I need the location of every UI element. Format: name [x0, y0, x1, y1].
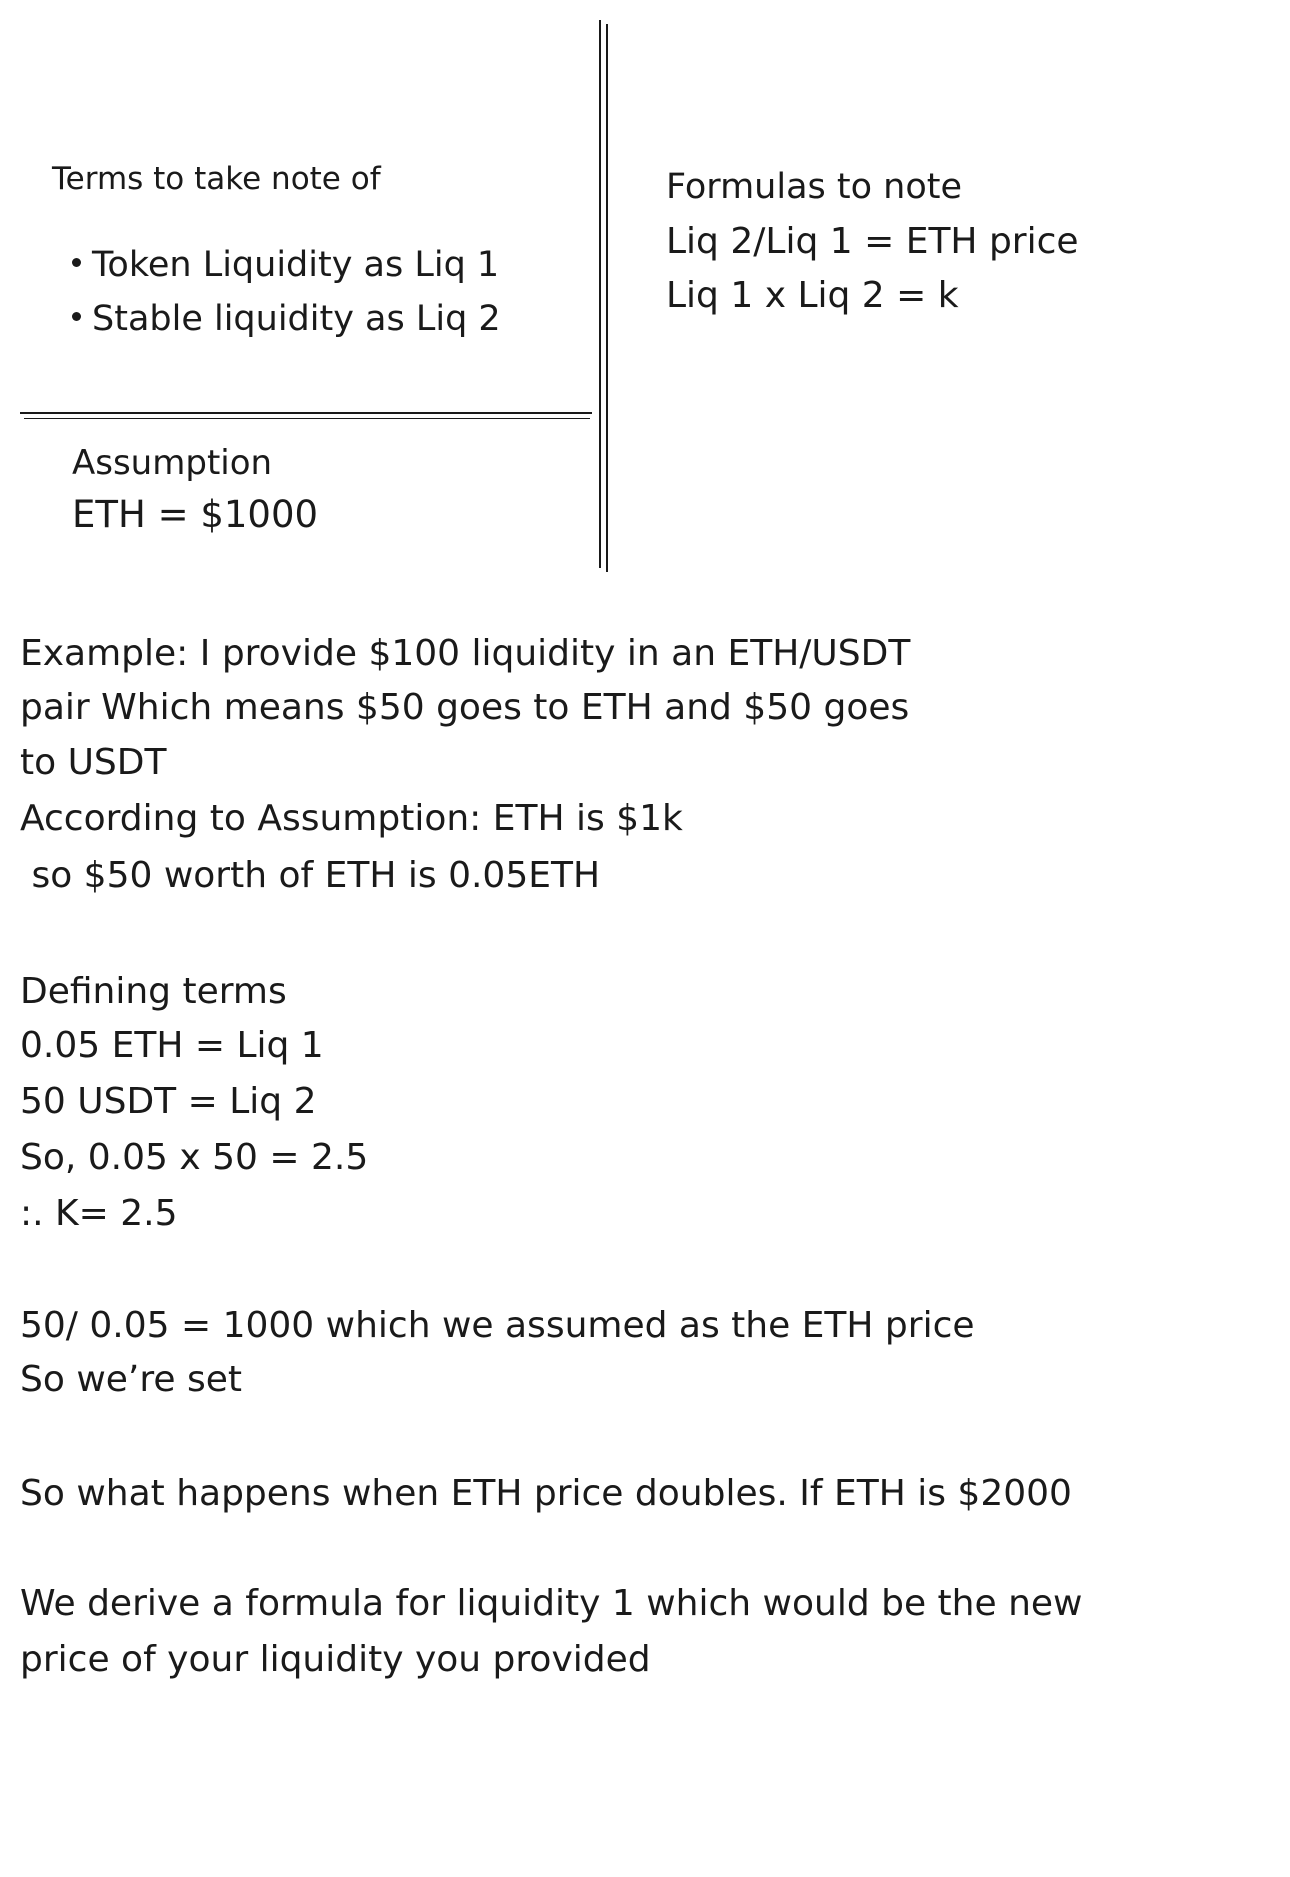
- defining-line: So, 0.05 x 50 = 2.5: [20, 1137, 369, 1178]
- vertical-divider: [606, 24, 608, 572]
- bullet-dot: [72, 312, 81, 321]
- formula-line: Liq 2/Liq 1 = ETH price: [666, 221, 1079, 262]
- derive-line: price of your liquidity you provided: [20, 1639, 651, 1680]
- term-item: Stable liquidity as Liq 2: [92, 299, 501, 339]
- horizontal-divider: [20, 412, 592, 414]
- formulas-heading: Formulas to note: [666, 167, 962, 207]
- doubling-line: So what happens when ETH price doubles. If ETH is $2000: [20, 1473, 1072, 1514]
- defining-line: 50 USDT = Liq 2: [20, 1081, 317, 1122]
- terms-heading: Terms to take note of: [52, 161, 381, 197]
- derive-line: We derive a formula for liquidity 1 which would be the new: [20, 1583, 1083, 1624]
- assumption-value: ETH = $1000: [72, 493, 319, 536]
- term-item: Token Liquidity as Liq 1: [92, 245, 500, 285]
- example-line: to USDT: [20, 742, 167, 783]
- example-line: so $50 worth of ETH is 0.05ETH: [20, 855, 601, 896]
- check-line: 50/ 0.05 = 1000 which we assumed as the ETH price: [20, 1305, 975, 1346]
- vertical-divider: [599, 20, 601, 568]
- bullet-dot: [72, 258, 81, 267]
- check-line: So we’re set: [20, 1359, 242, 1400]
- example-line: pair Which means $50 goes to ETH and $50 goes: [20, 687, 910, 728]
- assumption-heading: Assumption: [72, 443, 273, 483]
- defining-line: 0.05 ETH = Liq 1: [20, 1025, 324, 1066]
- defining-line: :. K= 2.5: [20, 1193, 178, 1234]
- defining-line: Defining terms: [20, 971, 287, 1012]
- horizontal-divider: [24, 418, 590, 419]
- formula-line: Liq 1 x Liq 2 = k: [666, 275, 959, 316]
- example-line: Example: I provide $100 liquidity in an ETH/USDT: [20, 633, 911, 674]
- example-line: According to Assumption: ETH is $1k: [20, 798, 683, 839]
